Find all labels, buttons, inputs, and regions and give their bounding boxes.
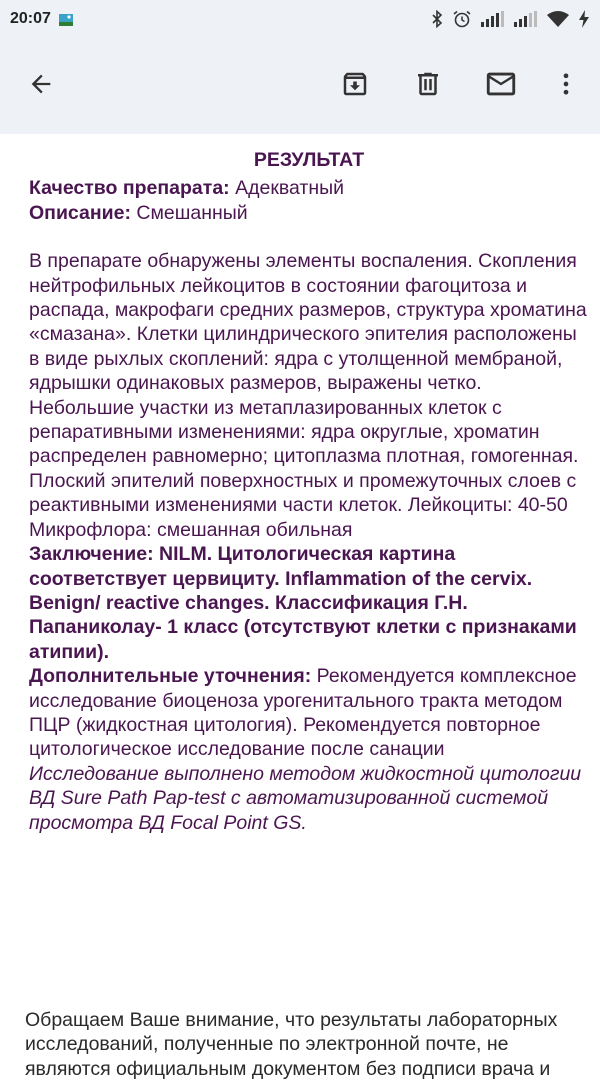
status-time: 20:07 [10, 10, 51, 27]
report-title: РЕЗУЛЬТАТ [253, 149, 365, 171]
arrow-left-icon [27, 70, 55, 102]
delete-button[interactable] [408, 66, 448, 106]
more-vert-icon [552, 70, 580, 102]
additional-label: Дополнительные уточнения: [29, 665, 312, 688]
archive-icon [340, 69, 370, 103]
trash-icon [413, 69, 443, 103]
disclaimer-notice: Обращаем Ваше внимание, что результаты лабораторных исследований, полученные по электронной почте, не являются официальным документом без подписи врача и [25, 1009, 558, 1080]
more-options-button[interactable] [546, 66, 586, 106]
email-content [0, 134, 600, 1080]
back-button[interactable] [21, 66, 61, 106]
signal-icon-1 [481, 11, 505, 27]
additional-line [29, 664, 589, 762]
mail-icon [484, 67, 518, 105]
quality-label: Качество препарата: [29, 177, 230, 200]
status-bar [0, 0, 600, 38]
alarm-icon [452, 10, 472, 28]
quality-line [29, 176, 589, 200]
description-value: Смешанный [130, 201, 248, 224]
findings-paragraph: В препарате обнаружены элементы воспаления. Скопления нейтрофильных лейкоцитов в состоянии фагоцитоза и распада, макрофаги средних размеров, структура хроматина «смазана». Клетки цилиндрического эпителия расположены в виде рыхлых скоплений: ядра с утолщенной мембраной, ядрышки одинаковых размеров, выражены четко. Небольшие участки из метаплазированных клеток с репаративными изменениями: ядра округлые, хроматин распределен равномерно; цитоплазма плотная, гомогенная. Плоский эпителий поверхностных и промежуточных слоев с реактивными изменениями части клеток. Лейкоциты: 40-50 Микрофлора: смешанная обильная [29, 250, 587, 541]
wifi-icon [547, 11, 569, 27]
app-bar [0, 38, 600, 134]
additional-value: Рекомендуется комплексное исследование биоценоза урогенитального тракта методом ПЦР (жидкостная цитология). Рекомендуется повторное цитологическое исследование после санации [29, 665, 577, 761]
image-notification-icon [59, 12, 73, 26]
conclusion: Заключение: NILM. Цитологическая картина соответствует цервициту. Inflammation of the cervix. Benign/ reactive changes. Классификация Г.Н. Папаниколау- 1 класс (отсутствуют клетки с признаками атипии). [29, 543, 577, 663]
report-block [29, 148, 589, 835]
description-line [29, 201, 589, 225]
bluetooth-icon [431, 10, 443, 28]
charging-icon [578, 10, 590, 28]
signal-icon-2 [514, 11, 538, 27]
description-label: Описание: [29, 201, 131, 224]
archive-button[interactable] [335, 66, 375, 106]
method-note: Исследование выполнено методом жидкостной цитологии ВД Sure Path Pap-test с автоматизированной системой просмотра ВД Focal Point GS. [29, 762, 582, 834]
mark-unread-button[interactable] [481, 66, 521, 106]
quality-value: Адекватный [229, 177, 345, 200]
